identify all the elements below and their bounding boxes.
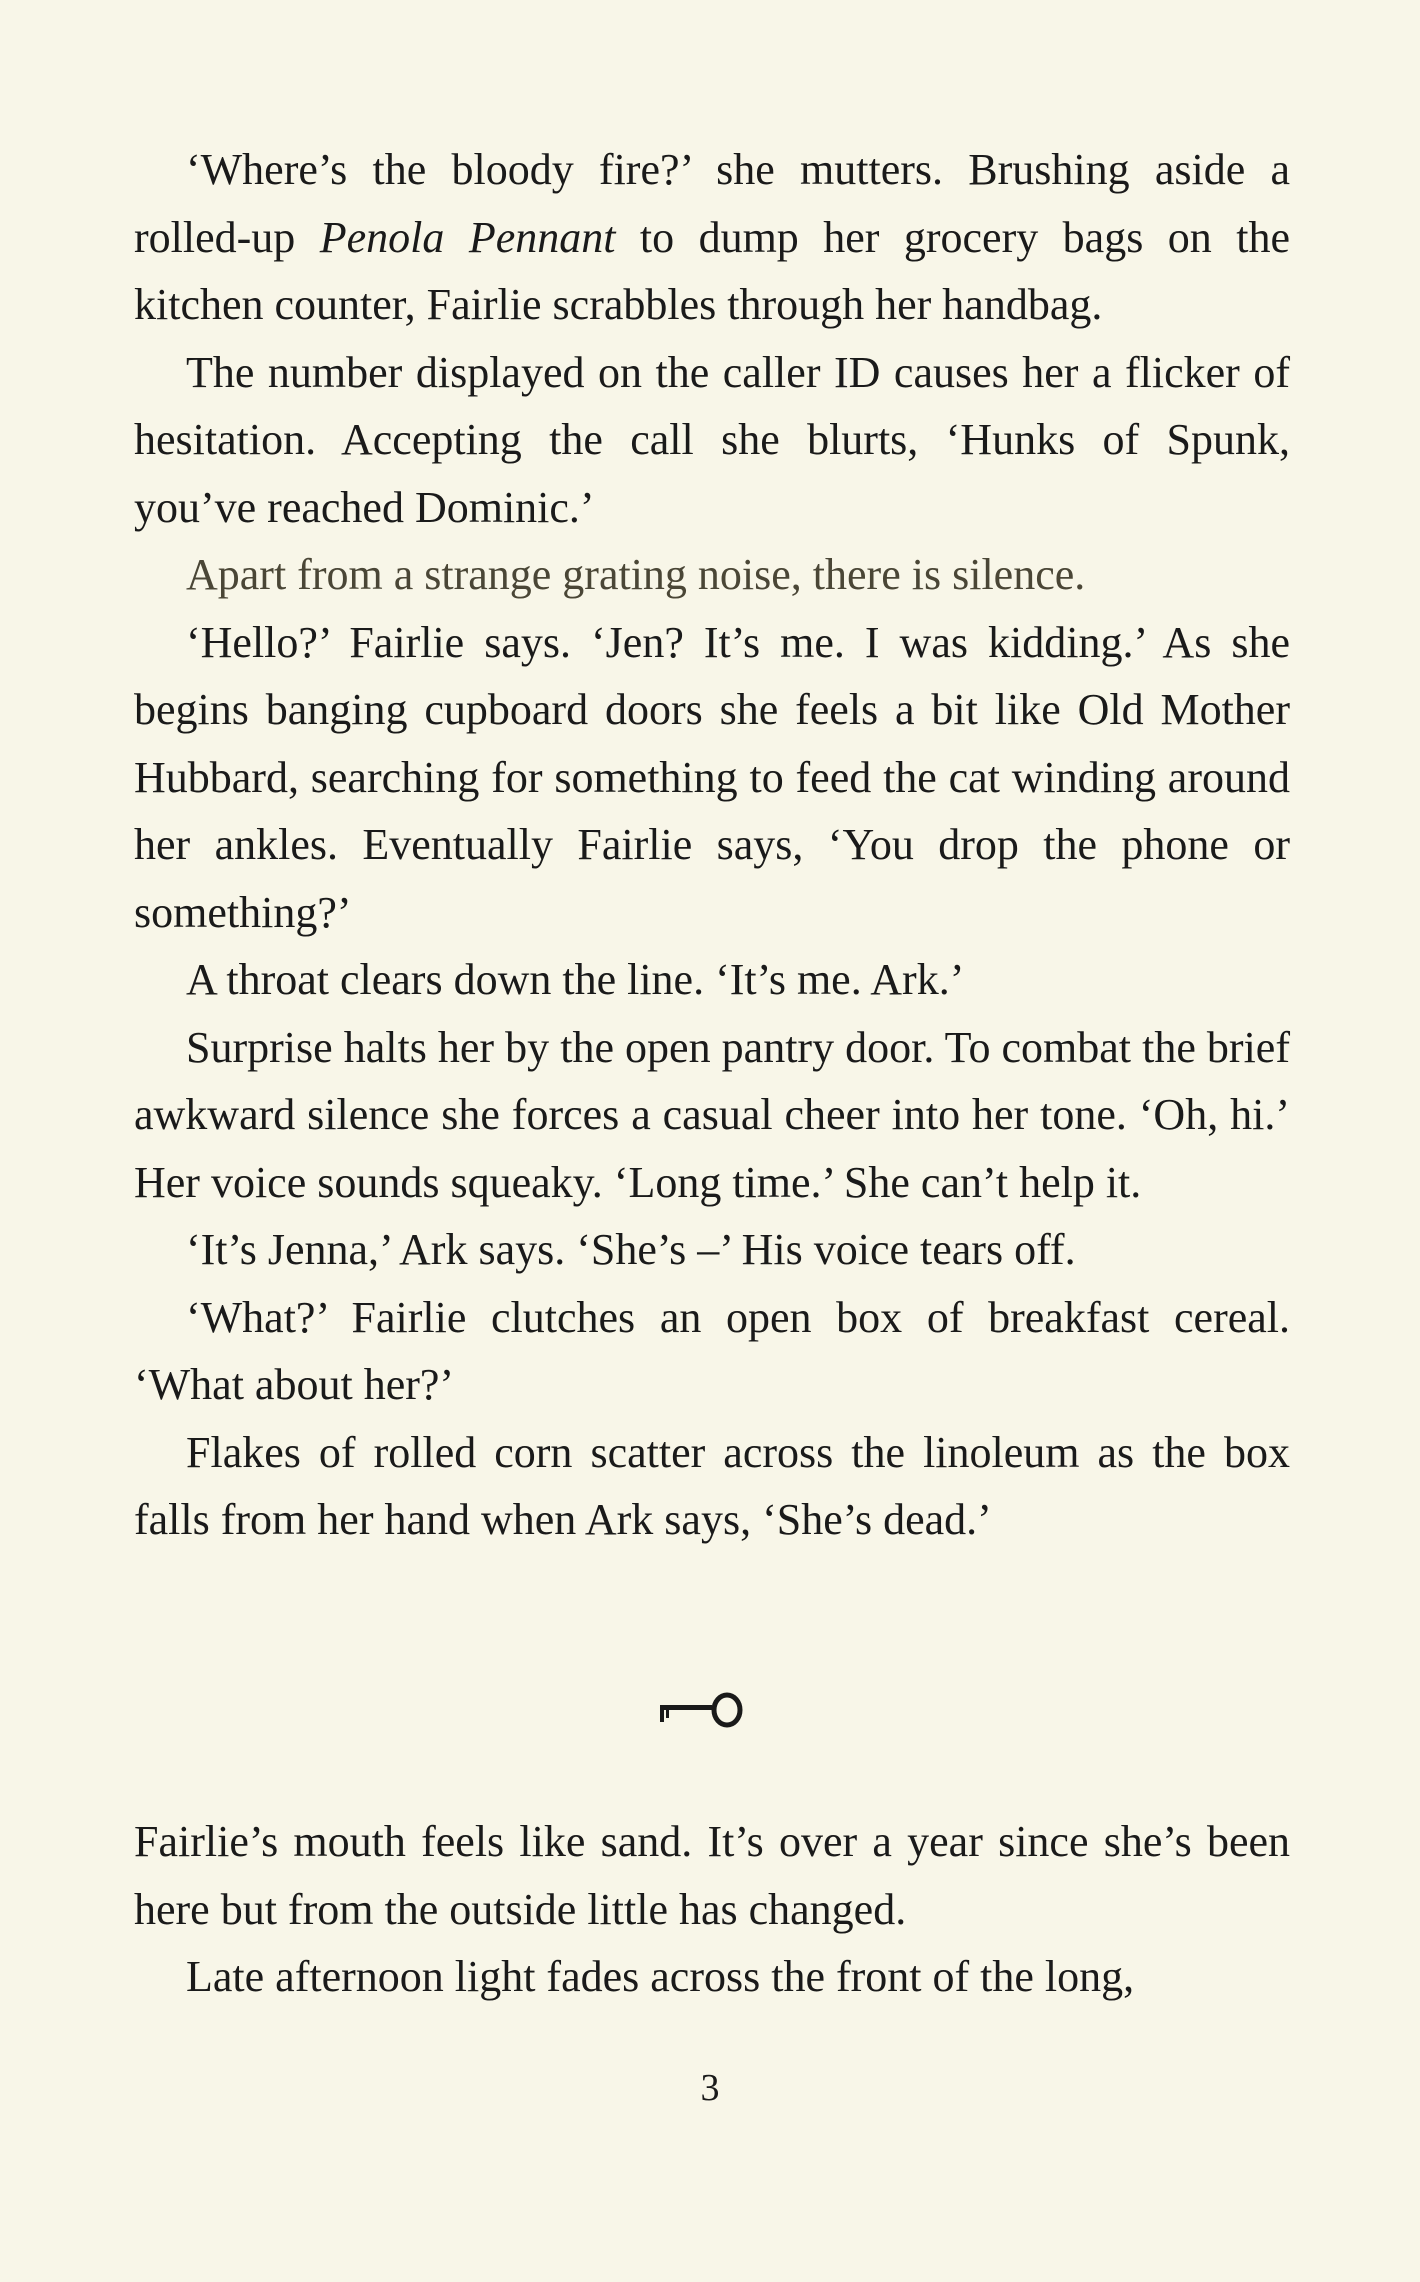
paragraph: A throat clears down the line. ‘It’s me. Ark.’ [186, 955, 965, 1004]
paragraph: Late afternoon light fades across the front of the long, [186, 1952, 1135, 2001]
newspaper-title: Penola Pennant [319, 212, 616, 262]
paragraph: ‘Where’s the bloody fire?’ she mutters. Brushing aside a rolled-up Penola Pennant to dump her grocery bags on the kitchen counter, Fairlie scrabbles through her handbag. [134, 145, 1290, 329]
paragraph: Fairlie’s mouth feels like sand. It’s over a year since she’s been here but from the outside little has changed. [134, 1817, 1290, 1934]
paragraph: Apart from a strange grating noise, there is silence. [186, 550, 1086, 599]
page-number: 3 [700, 2067, 720, 2109]
key-icon [656, 1690, 766, 1730]
paragraph: ‘What?’ Fairlie clutches an open box of breakfast cereal. ‘What about her?’ [134, 1292, 1290, 1409]
paragraph: Flakes of rolled corn scatter across the linoleum as the box falls from her hand when Ark says, ‘She’s dead.’ [134, 1427, 1290, 1544]
text-block-top [134, 136, 1290, 1554]
paragraph: Surprise halts her by the open pantry door. To combat the brief awkward silence she forces a casual cheer into her tone. ‘Oh, hi.’ Her voice sounds squeaky. ‘Long time.’ She can’t help it. [134, 1022, 1290, 1207]
text-block-bottom [134, 1808, 1290, 2011]
paragraph: ‘It’s Jenna,’ Ark says. ‘She’s –’ His voice tears off. [186, 1225, 1076, 1274]
section-break [656, 1690, 766, 1730]
paragraph: ‘Hello?’ Fairlie says. ‘Jen? It’s me. I was kidding.’ As she begins banging cupboard doors she feels a bit like Old Mother Hubbard, searching for something to feed the cat winding around her ankles. Eventually Fairlie says, ‘You drop the phone or something?’ [134, 617, 1290, 937]
paragraph: The number displayed on the caller ID causes her a flicker of hesitation. Accepting the call she blurts, ‘Hunks of Spunk, you’ve reached Dominic.’ [134, 347, 1290, 532]
